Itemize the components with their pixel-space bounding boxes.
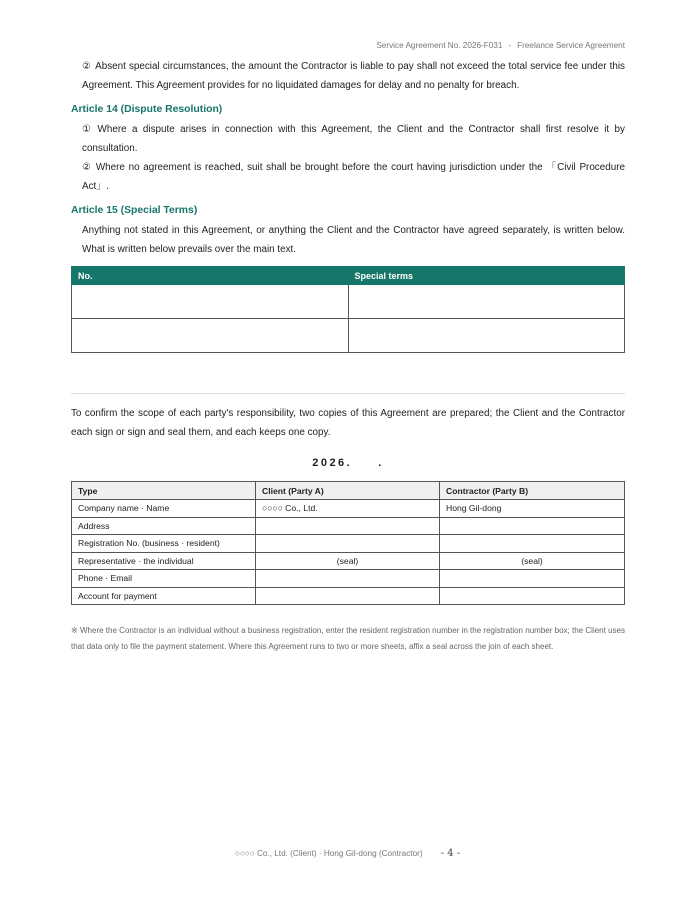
row-label: Company name · Name [72, 500, 256, 518]
clause-number: ② [82, 162, 92, 173]
table-row [72, 517, 625, 535]
table-row [72, 285, 625, 319]
client-cell[interactable]: ○○○○ Co., Ltd. [256, 500, 440, 518]
row-label: Account for payment [72, 587, 256, 605]
contractor-cell[interactable] [440, 570, 625, 588]
row-label: Phone · Email [72, 570, 256, 588]
confirmation-statement: To confirm the scope of each party's responsibility, two copies of this Agreement are prepared; the Client and the Contractor each sign or sign and seal them, and each keeps one copy. [71, 408, 625, 438]
section-divider [71, 393, 625, 394]
column-header-client: Client (Party A) [256, 482, 440, 500]
column-header-special-terms: Special terms [348, 267, 625, 285]
article14-clause-1 [71, 120, 625, 158]
document-body [71, 57, 625, 655]
special-term-text-cell[interactable] [348, 285, 625, 319]
page-footer [0, 848, 695, 859]
article13-clause-2 [71, 57, 625, 95]
running-header [376, 41, 625, 50]
special-term-no-cell[interactable] [72, 285, 349, 319]
footer-parties: ○○○○ Co., Ltd. (Client) · Hong Gil-dong (Contractor) [234, 849, 423, 858]
client-cell[interactable] [256, 587, 440, 605]
column-header-no: No. [72, 267, 349, 285]
table-header-row [72, 482, 625, 500]
clause-text: Where no agreement is reached, suit shall be brought before the court having jurisdiction under the 「Civil Procedure Act」. [82, 162, 626, 192]
table-row [72, 587, 625, 605]
client-cell[interactable] [256, 570, 440, 588]
row-label: Address [72, 517, 256, 535]
table-row [72, 500, 625, 518]
page-number: - 4 - [440, 848, 461, 859]
signing-date [71, 451, 625, 475]
header-separator: - [508, 41, 512, 50]
contractor-cell[interactable] [440, 587, 625, 605]
row-label: Registration No. (business · resident) [72, 535, 256, 553]
client-cell[interactable] [256, 517, 440, 535]
special-term-no-cell[interactable] [72, 319, 349, 353]
contractor-cell[interactable]: Hong Gil-dong [440, 500, 625, 518]
column-header-type: Type [72, 482, 256, 500]
row-label: Representative · the individual [72, 552, 256, 570]
contractor-cell[interactable] [440, 517, 625, 535]
party-signature-table [71, 481, 625, 605]
clause-number: ② [82, 61, 92, 72]
special-term-text-cell[interactable] [348, 319, 625, 353]
contractor-seal-cell[interactable]: (seal) [440, 552, 625, 570]
clause-number: ① [82, 124, 94, 135]
clause-text: Absent special circumstances, the amount the Contractor is liable to pay shall not exceed the total service fee under this Agreement. This Agreement provides for no liquidated damages for delay and no penalty for breach. [82, 61, 625, 91]
special-terms-table [71, 266, 625, 353]
date-dot: . [378, 457, 384, 469]
document-title: Freelance Service Agreement [517, 41, 625, 50]
date-year: 2026. [312, 457, 353, 469]
agreement-number: Service Agreement No. 2026-F031 [376, 41, 503, 50]
table-row [72, 570, 625, 588]
article14-title: Article 14 (Dispute Resolution) [71, 104, 223, 115]
table-row [72, 319, 625, 353]
table-row [72, 552, 625, 570]
client-cell[interactable] [256, 535, 440, 553]
contractor-cell[interactable] [440, 535, 625, 553]
footnote: ※ Where the Contractor is an individual without a business registration, enter the resident registration number in the registration number box; the Client uses that data only to file the payment statement. Where this Agreement runs to two or more sheets, affix a seal across the join of each sheet. [71, 626, 625, 651]
column-header-contractor: Contractor (Party B) [440, 482, 625, 500]
client-seal-cell[interactable]: (seal) [256, 552, 440, 570]
table-header-row [72, 267, 625, 285]
table-row [72, 535, 625, 553]
article15-title: Article 15 (Special Terms) [71, 205, 198, 216]
article14-clause-2 [71, 158, 625, 196]
article15-text: Anything not stated in this Agreement, or anything the Client and the Contractor have agreed separately, is written below. What is written below prevails over the main text. [82, 225, 625, 255]
clause-text: Where a dispute arises in connection with this Agreement, the Client and the Contractor shall first resolve it by consultation. [82, 124, 625, 154]
